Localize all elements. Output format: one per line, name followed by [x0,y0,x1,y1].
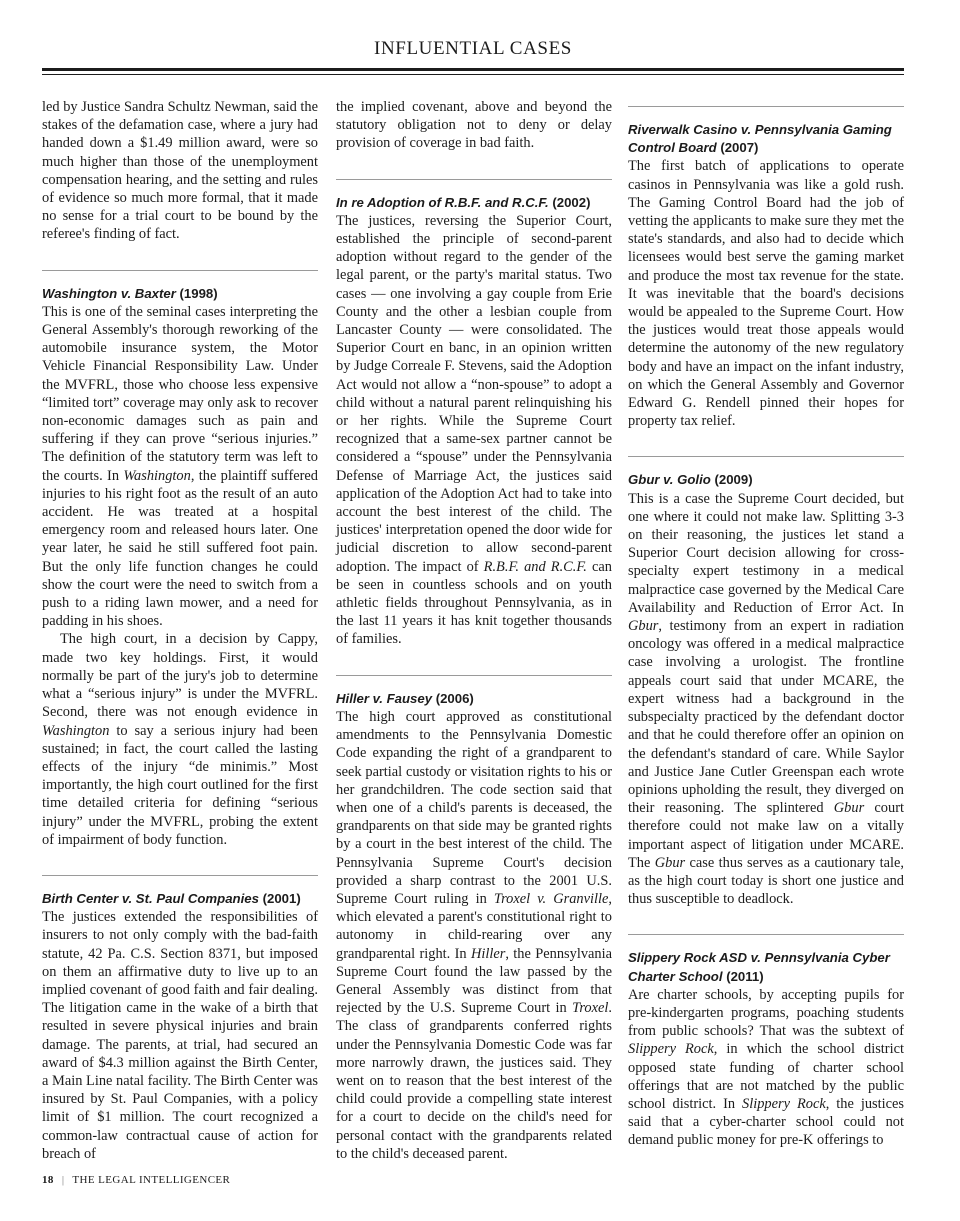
case-title-slippery-rock: Slippery Rock ASD v. Pennsylvania Cyber Charter School (2011) [628,950,890,984]
column-3 [628,106,904,1150]
case-title-birth-center: Birth Center v. St. Paul Companies (2001) [42,890,301,906]
column-1 [42,98,318,1163]
continued-text: led by Justice Sandra Schultz Newman, said the stakes of the defamation case, where a jury had handed down a $1.49 million award, were so much higher than those of the unemployment compensation hearing, and the setting and rules of evidence so much more formal, that it made no sense for a trial court to be bound by the referee's finding of fact. [42,99,318,243]
header-rule-thick [42,68,904,71]
case-title-washington: Washington v. Baxter (1998) [42,285,218,301]
case-title-hiller: Hiller v. Fausey (2006) [336,690,474,706]
page-footer [42,1174,230,1186]
case-body-rbf: The justices, reversing the Superior Court, established the principle of second-parent adoption without regard to the gender of the legal parent, or the party's marital status. Two cases — one involving a gay couple from Erie County and the other a lesbian couple from Lancaster County — were consolidated. The Superior Court en banc, in an opinion written by Judge Correale F. Stevens, said the Adoption Act would not allow a “non-spouse” to adopt a child without a natural parent relinquishing his or her rights. While the Supreme Court recognized that a same-sex partner cannot be considered a “spouse” under the Pennsylvania Defense of Marriage Act, the justices said application of the Adoption Act had to take into account the best interest of the child. The justices' interpretation opened the door wide for judicial discretion to allow second-parent adoption. The impact of R.B.F. and R.C.F. can be seen in countless schools and on youth athletic fields throughout Pennsylvania, as in the last 11 years it has knit together thousands of families. [336,212,612,648]
case-title-gbur: Gbur v. Golio (2009) [628,472,753,488]
column-2 [336,98,612,1163]
case-title-rbf: In re Adoption of R.B.F. and R.C.F. (2002) [336,194,591,210]
case-title-riverwalk: Riverwalk Casino v. Pennsylvania Gaming Control Board (2007) [628,122,892,156]
header-rule-thin [42,74,904,75]
section-divider [42,875,318,876]
section-divider [628,456,904,457]
case-body-slippery-rock: Are charter schools, by accepting pupils for pre-kindergarten programs, poaching students from public schools? That was the subtext of Slippery Rock, in which the school district opposed state funding of charter school offerings that are not matched by the public school district. In Slippery Rock, the justices said that a cyber-charter school could not demand public money for pre-K offerings to [628,986,904,1149]
page-number: 18 [42,1174,54,1186]
publication-name: THE LEGAL INTELLIGENCER [72,1174,231,1186]
case-body-gbur: This is a case the Supreme Court decided, but one where it could not make law. Splitting 3-3 on their reasoning, the justices let stand a Superior Court decision allowing for cross-specialty expert testimony in a medical malpractice case governed by the Medical Care Availability and Reduction of Error Act. In Gbur, testimony from an expert in radiation oncology was offered in a medical malpractice case involving a urologist. The frontline appeals court said that under MCARE, the expert witness had a background in the subspecialty practiced by the defendant doctor and that he could therefore offer an opinion on the defendant's standard of care. While Saylor and Justice Jane Cutler Greenspan each wrote opinions upholding the result, they diverged on their reasoning. The splintered Gbur court therefore could not make law on a vitally important aspect of litigation under MCARE. The Gbur case thus serves as a cautionary tale, as the high court today is short one justice and thus susceptible to deadlock. [628,490,904,908]
section-divider [628,106,904,107]
section-divider [336,675,612,676]
section-divider [336,179,612,180]
case-body-birth-center: The justices extended the responsibilities of insurers to not only comply with the bad-faith statute, 42 Pa. C.S. Section 8371, but imposed on them an affirmative duty to live up to an implied covenant of good faith and fair dealing. The litigation came in the wake of a birth that resulted in severe physical injuries and brain damage. The parents, at trial, had secured an award of $4.3 million against the Birth Center, a Main Line natal facility. The Birth Center was insured by St. Paul Companies, with a policy limit of $1 million. The court recognized a common-law contractual cause of action for breach of [42,909,318,1162]
footer-divider: | [61,1174,65,1186]
continued-text: the implied covenant, above and beyond the statutory obligation not to deny or delay provision of coverage in bad faith. [336,99,612,152]
case-body-hiller: The high court approved as constitutional amendments to the Pennsylvania Domestic Code expanding the right of a grandparent to seek partial custody or visitation rights to his or her grandchildren. The code section said that when one of a child's parents is deceased, the grandparents on that side may be granted rights by a court in the best interest of the child. The Pennsylvania Supreme Court's decision provided a sharp contrast to the 2001 U.S. Supreme Court ruling in Troxel v. Granville, which elevated a parent's constitutional right to autonomy in child-rearing over any grandparental right. In Hiller, the Pennsylvania Supreme Court found the law passed by the General Assembly was distinct from that rejected by the U.S. Supreme Court in Troxel. The class of grandparents conferred rights under the Pennsylvania Domestic Code was far more narrowly drawn, the justices said. They went on to reason that the best interest of the child could provide a compelling state interest for a court to decide on the child's need for personal contact with the grandparents related to the child's deceased parent. [336,708,612,1162]
case-body-riverwalk: The first batch of applications to operate casinos in Pennsylvania was like a gold rush. The Gaming Control Board had the job of vetting the applicants to make sure they met the state's standards, and also had to decide which licensees would best serve the gaming market and produce the most tax revenue for the state. It was inevitable that the board's decisions would be appealed to the Supreme Court. How the justices would treat those appeals would determine the autonomy of the new regulatory body and have an impact on the infant industry, on which the General Assembly and Governor Edward G. Rendell pinned their hopes for property tax relief. [628,158,904,430]
section-divider [628,934,904,935]
case-body-washington-p1: This is one of the seminal cases interpreting the General Assembly's thorough reworking of the automobile insurance system, the Motor Vehicle Financial Responsibility Law. Under the MVFRL, those who choose less expensive “limited tort” coverage may only ask to recover non-economic damages such as pain and suffering if they can prove “serious injuries.” The definition of the statutory term was left to the courts. In Washington, the plaintiff suffered injuries to his right foot as the result of an auto accident. He was treated at a hospital emergency room and released hours later. One year later, he said he still suffered foot pain. But the only life function changes he could show the court were the need to switch from a push to a riding lawn mower, and a need for padding in his shoes. [42,303,318,630]
case-body-washington-p2: The high court, in a decision by Cappy, made two key holdings. First, it would normally be part of the jury's job to determine what a “serious injury” is under the MVFRL. Second, there was not enough evidence in Washington to say a serious injury had been sustained; in fact, the court called the lasting effects of the injury “de minimis.” Most importantly, the high court outlined for the first time detailed criteria for defining “serious injury” under the MVFRL, probing the extent of impairment of body function. [42,631,318,848]
section-divider [42,270,318,271]
page-header: INFLUENTIAL CASES [374,38,572,59]
